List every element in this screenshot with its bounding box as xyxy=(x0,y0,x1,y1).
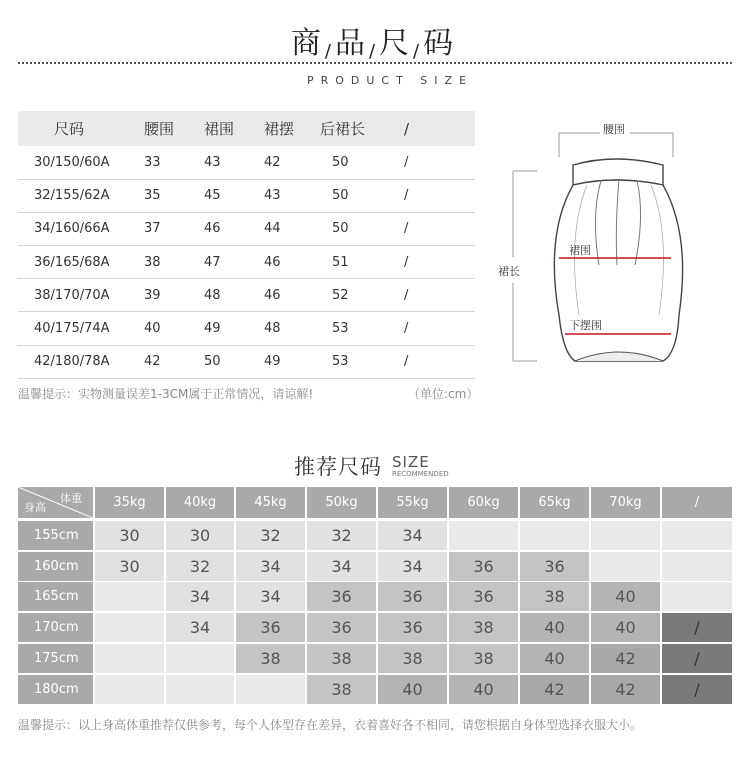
size-table-cell: 45 xyxy=(196,179,258,212)
size-table-cell: 51 xyxy=(320,246,398,279)
recommend-cell: 38 xyxy=(520,582,589,611)
size-table-cell: 46 xyxy=(196,212,258,245)
recommend-cell xyxy=(95,644,164,673)
height-header: 175cm xyxy=(18,644,93,673)
recommend-cell: / xyxy=(662,675,732,704)
size-table-cell: / xyxy=(398,179,475,212)
size-table-cell: 47 xyxy=(196,246,258,279)
recommend-cell: 36 xyxy=(449,552,518,581)
waist-label: 腰围 xyxy=(603,123,625,136)
size-table-cell: / xyxy=(398,146,475,179)
size-table-cell: 33 xyxy=(136,146,196,179)
length-label: 裙长 xyxy=(498,265,520,278)
recommend-cell xyxy=(662,582,732,611)
size-table-cell: / xyxy=(398,345,475,378)
recommend-cell xyxy=(236,675,305,704)
weight-header: 40kg xyxy=(166,487,234,518)
height-header: 155cm xyxy=(18,521,93,550)
height-header: 160cm xyxy=(18,552,93,581)
recommend-cell xyxy=(449,521,518,550)
size-table-cell: 43 xyxy=(196,146,258,179)
measure-note: 温馨提示：实物测量误差1-3CM属于正常情况，请谅解! xyxy=(18,387,314,401)
col-size: 尺码 xyxy=(18,111,136,146)
size-table-row xyxy=(18,179,475,212)
recommend-cell xyxy=(95,613,164,642)
size-table-cell: 53 xyxy=(320,345,398,378)
size-table-cell: 48 xyxy=(258,312,320,345)
skirt-diagram xyxy=(495,115,695,375)
recommend-cell: 38 xyxy=(449,644,518,673)
recommend-cell: 30 xyxy=(166,521,234,550)
grid-corner xyxy=(18,487,93,518)
size-table-cell: 49 xyxy=(196,312,258,345)
size-table xyxy=(18,111,475,379)
recommend-cell xyxy=(520,521,589,550)
recommend-cell: / xyxy=(662,613,732,642)
recommend-cell: 34 xyxy=(307,552,376,581)
weight-header: 60kg xyxy=(449,487,518,518)
recommend-cell: 34 xyxy=(236,552,305,581)
recommend-cell xyxy=(95,675,164,704)
size-table-cell: 40/175/74A xyxy=(18,312,136,345)
weight-header: 50kg xyxy=(307,487,376,518)
size-table-row xyxy=(18,279,475,312)
recommend-cell: 34 xyxy=(166,613,234,642)
size-table-cell: 37 xyxy=(136,212,196,245)
recommend-cell xyxy=(95,582,164,611)
size-table-cell: 30/150/60A xyxy=(18,146,136,179)
hem-label: 下摆围 xyxy=(569,319,602,332)
col-waist: 腰围 xyxy=(136,111,196,146)
recommend-cell xyxy=(662,521,732,550)
col-back-length: 后裙长 xyxy=(320,111,398,146)
page-subtitle: PRODUCT SIZE xyxy=(306,74,474,87)
recommend-cell: 40 xyxy=(591,613,660,642)
col-extra: / xyxy=(398,111,475,146)
page-title: 商/品/尺/码 xyxy=(290,26,460,62)
size-table-cell: 35 xyxy=(136,179,196,212)
skirt-illustration xyxy=(495,115,695,375)
weight-header: 55kg xyxy=(378,487,447,518)
weight-header: 70kg xyxy=(591,487,660,518)
weight-header: 35kg xyxy=(95,487,164,518)
size-table-cell: 50 xyxy=(320,146,398,179)
recommend-cell: 36 xyxy=(378,582,447,611)
size-table-cell: 50 xyxy=(320,179,398,212)
recommend-cell: 36 xyxy=(520,552,589,581)
recommend-cell: 38 xyxy=(307,644,376,673)
height-header: 170cm xyxy=(18,613,93,642)
size-table-cell: 44 xyxy=(258,212,320,245)
recommend-cell: 34 xyxy=(236,582,305,611)
recommend-cell: 32 xyxy=(307,521,376,550)
recommend-cell: 34 xyxy=(378,552,447,581)
recommend-cell: 32 xyxy=(166,552,234,581)
hip-label: 裙围 xyxy=(569,244,591,257)
recommend-cell: 32 xyxy=(236,521,305,550)
recommend-cell xyxy=(166,675,234,704)
size-table-cell: 50 xyxy=(320,212,398,245)
recommend-cell: 34 xyxy=(378,521,447,550)
recommend-cell: 34 xyxy=(166,582,234,611)
recommend-cell xyxy=(591,521,660,550)
recommend-size-word: SIZE xyxy=(392,453,430,471)
recommend-cell: 36 xyxy=(449,582,518,611)
recommend-cell: 40 xyxy=(520,613,589,642)
size-table-cell: 49 xyxy=(258,345,320,378)
size-table-row xyxy=(18,212,475,245)
size-table-row xyxy=(18,246,475,279)
size-table-cell: / xyxy=(398,312,475,345)
recommend-cell: 36 xyxy=(307,613,376,642)
recommend-cell: 30 xyxy=(95,552,164,581)
size-table-cell: 48 xyxy=(196,279,258,312)
size-table-cell: 38 xyxy=(136,246,196,279)
size-table-cell: 53 xyxy=(320,312,398,345)
weight-header: 45kg xyxy=(236,487,305,518)
size-table-cell: 42/180/78A xyxy=(18,345,136,378)
recommend-cell: 36 xyxy=(307,582,376,611)
size-table-cell: / xyxy=(398,212,475,245)
col-hem: 裙摆 xyxy=(258,111,320,146)
weight-header: 65kg xyxy=(520,487,589,518)
unit-label: （单位:cm） xyxy=(408,387,479,401)
recommend-cell: 40 xyxy=(520,644,589,673)
height-header: 165cm xyxy=(18,582,93,611)
recommend-size-sub: RECOMMENDED xyxy=(392,470,449,478)
recommend-cell: 42 xyxy=(591,675,660,704)
recommend-cell xyxy=(166,644,234,673)
recommend-cell: 38 xyxy=(236,644,305,673)
recommend-note: 温馨提示：以上身高体重推荐仅供参考，每个人体型存在差异，衣着喜好各不相同，请您根据自身体型选择衣服大小。 xyxy=(18,718,643,732)
recommend-cell: 38 xyxy=(307,675,376,704)
size-table-cell: 40 xyxy=(136,312,196,345)
recommend-cell: 40 xyxy=(591,582,660,611)
size-table-row xyxy=(18,345,475,378)
size-table-cell: 38/170/70A xyxy=(18,279,136,312)
recommend-cell: 42 xyxy=(520,675,589,704)
recommend-cell: 36 xyxy=(378,613,447,642)
size-table-cell: 43 xyxy=(258,179,320,212)
size-table-row xyxy=(18,312,475,345)
recommend-cell: 36 xyxy=(236,613,305,642)
title-divider xyxy=(18,62,732,64)
recommend-cell xyxy=(662,552,732,581)
recommend-cell: 30 xyxy=(95,521,164,550)
size-table-cell: 39 xyxy=(136,279,196,312)
size-table-cell: 46 xyxy=(258,279,320,312)
size-table-cell: / xyxy=(398,246,475,279)
corner-weight-label: 体重 xyxy=(60,492,82,505)
recommend-cell: 40 xyxy=(449,675,518,704)
col-hip: 裙围 xyxy=(196,111,258,146)
recommend-cell xyxy=(591,552,660,581)
corner-height-label: 身高 xyxy=(24,501,46,514)
recommend-cell: 40 xyxy=(378,675,447,704)
size-table-cell: 42 xyxy=(258,146,320,179)
recommend-cell: 42 xyxy=(591,644,660,673)
size-table-cell: 52 xyxy=(320,279,398,312)
size-table-cell: 36/165/68A xyxy=(18,246,136,279)
size-table-header xyxy=(18,111,475,146)
size-table-cell: 46 xyxy=(258,246,320,279)
size-table-cell: 42 xyxy=(136,345,196,378)
recommend-cell: / xyxy=(662,644,732,673)
size-table-cell: 34/160/66A xyxy=(18,212,136,245)
size-table-row xyxy=(18,146,475,179)
weight-header: / xyxy=(662,487,732,518)
size-table-cell: 50 xyxy=(196,345,258,378)
size-table-cell: / xyxy=(398,279,475,312)
recommend-title: 推荐尺码 xyxy=(294,455,382,479)
height-header: 180cm xyxy=(18,675,93,704)
size-table-cell: 32/155/62A xyxy=(18,179,136,212)
recommend-cell: 38 xyxy=(378,644,447,673)
recommend-cell: 38 xyxy=(449,613,518,642)
